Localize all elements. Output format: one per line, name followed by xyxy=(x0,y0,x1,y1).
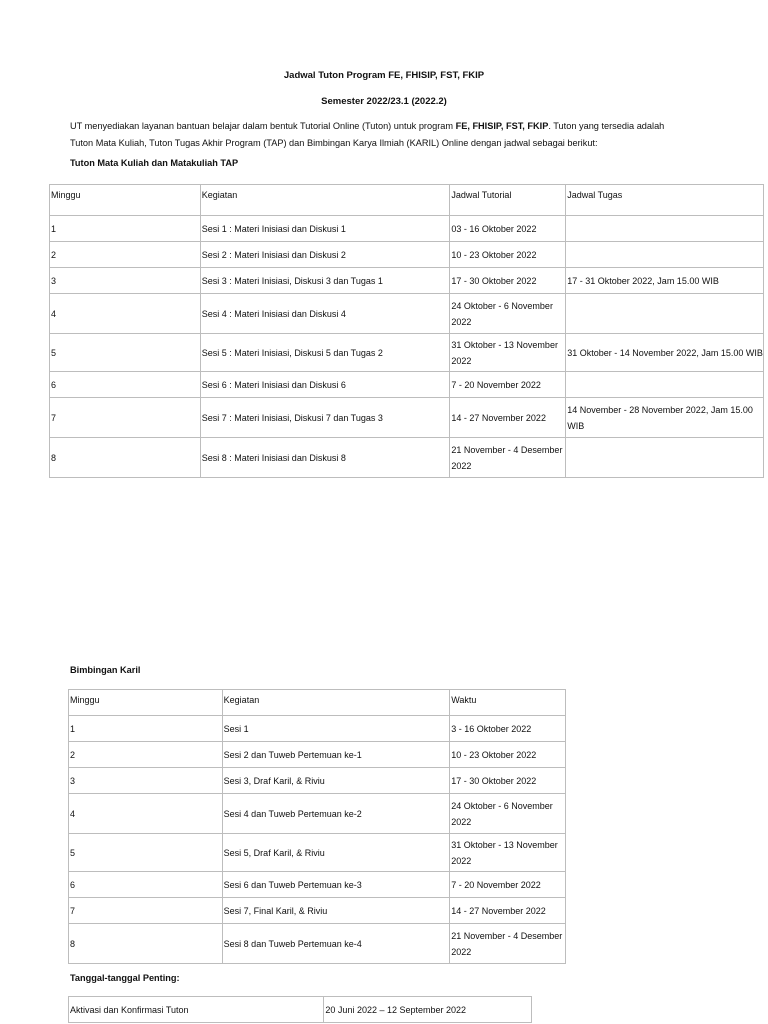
tuton-row xyxy=(50,334,764,372)
intro-programs: FE, FHISIP, FST, FKIP xyxy=(455,121,549,131)
tuton-header-kegiatan: Kegiatan xyxy=(200,185,450,216)
karil-cell-minggu: 3 xyxy=(69,768,223,794)
tuton-cell-jadwal-tutorial: 10 - 23 Oktober 2022 xyxy=(450,242,566,268)
tuton-cell-kegiatan: Sesi 5 : Materi Inisiasi, Diskusi 5 dan Tugas 2 xyxy=(200,334,450,372)
intro-text-3: Tuton Mata Kuliah, Tuton Tugas Akhir Program (TAP) dan Bimbingan Karya Ilmiah (KARIL) Online dengan jadwal sebagai berikut: xyxy=(70,138,598,148)
karil-cell-waktu: 7 - 20 November 2022 xyxy=(450,872,566,898)
tuton-cell-jadwal-tutorial: 14 - 27 November 2022 xyxy=(450,398,566,438)
tuton-cell-jadwal-tugas xyxy=(566,372,764,398)
karil-cell-minggu: 5 xyxy=(69,834,223,872)
karil-heading: Bimbingan Karil xyxy=(70,665,141,675)
tuton-cell-kegiatan: Sesi 3 : Materi Inisiasi, Diskusi 3 dan Tugas 1 xyxy=(200,268,450,294)
tuton-cell-jadwal-tugas: 14 November - 28 November 2022, Jam 15.00 WIB xyxy=(566,398,764,438)
karil-row xyxy=(69,794,566,834)
karil-header-minggu: Minggu xyxy=(69,690,223,716)
tuton-cell-minggu: 4 xyxy=(50,294,201,334)
tuton-cell-kegiatan: Sesi 7 : Materi Inisiasi, Diskusi 7 dan Tugas 3 xyxy=(200,398,450,438)
karil-row xyxy=(69,716,566,742)
tuton-cell-minggu: 8 xyxy=(50,438,201,478)
tuton-cell-minggu: 7 xyxy=(50,398,201,438)
tuton-header-jadwal-tugas: Jadwal Tugas xyxy=(566,185,764,216)
karil-cell-minggu: 4 xyxy=(69,794,223,834)
tuton-cell-kegiatan: Sesi 6 : Materi Inisiasi dan Diskusi 6 xyxy=(200,372,450,398)
penting-heading: Tanggal-tanggal Penting: xyxy=(70,973,180,983)
karil-header-waktu: Waktu xyxy=(450,690,566,716)
karil-cell-kegiatan: Sesi 1 xyxy=(222,716,450,742)
karil-cell-kegiatan: Sesi 8 dan Tuweb Pertemuan ke-4 xyxy=(222,924,450,964)
tuton-cell-minggu: 3 xyxy=(50,268,201,294)
tuton-cell-jadwal-tugas: 17 - 31 Oktober 2022, Jam 15.00 WIB xyxy=(566,268,764,294)
karil-cell-minggu: 8 xyxy=(69,924,223,964)
penting-table xyxy=(68,996,532,1023)
document-title: Jadwal Tuton Program FE, FHISIP, FST, FKIP xyxy=(283,70,485,81)
karil-cell-minggu: 7 xyxy=(69,898,223,924)
karil-cell-minggu: 1 xyxy=(69,716,223,742)
tuton-cell-jadwal-tutorial: 7 - 20 November 2022 xyxy=(450,372,566,398)
karil-cell-waktu: 3 - 16 Oktober 2022 xyxy=(450,716,566,742)
karil-cell-kegiatan: Sesi 6 dan Tuweb Pertemuan ke-3 xyxy=(222,872,450,898)
tuton-cell-jadwal-tugas xyxy=(566,242,764,268)
tuton-cell-jadwal-tutorial: 21 November - 4 Desember 2022 xyxy=(450,438,566,478)
karil-row xyxy=(69,768,566,794)
karil-row xyxy=(69,834,566,872)
tuton-cell-jadwal-tugas xyxy=(566,216,764,242)
tuton-cell-jadwal-tutorial: 03 - 16 Oktober 2022 xyxy=(450,216,566,242)
penting-cell-kegiatan: Aktivasi dan Konfirmasi Tuton xyxy=(69,997,324,1023)
tuton-cell-kegiatan: Sesi 2 : Materi Inisiasi dan Diskusi 2 xyxy=(200,242,450,268)
tuton-cell-kegiatan: Sesi 4 : Materi Inisiasi dan Diskusi 4 xyxy=(200,294,450,334)
tuton-cell-jadwal-tutorial: 17 - 30 Oktober 2022 xyxy=(450,268,566,294)
karil-row xyxy=(69,924,566,964)
karil-cell-waktu: 24 Oktober - 6 November 2022 xyxy=(450,794,566,834)
karil-header-kegiatan: Kegiatan xyxy=(222,690,450,716)
karil-cell-kegiatan: Sesi 2 dan Tuweb Pertemuan ke-1 xyxy=(222,742,450,768)
tuton-row xyxy=(50,438,764,478)
karil-cell-waktu: 10 - 23 Oktober 2022 xyxy=(450,742,566,768)
tuton-cell-jadwal-tutorial: 31 Oktober - 13 November 2022 xyxy=(450,334,566,372)
tuton-cell-minggu: 2 xyxy=(50,242,201,268)
tuton-cell-jadwal-tugas xyxy=(566,438,764,478)
karil-cell-minggu: 6 xyxy=(69,872,223,898)
tuton-row xyxy=(50,294,764,334)
tuton-cell-kegiatan: Sesi 8 : Materi Inisiasi dan Diskusi 8 xyxy=(200,438,450,478)
tuton-cell-minggu: 6 xyxy=(50,372,201,398)
karil-row xyxy=(69,898,566,924)
karil-cell-waktu: 21 November - 4 Desember 2022 xyxy=(450,924,566,964)
tuton-header-minggu: Minggu xyxy=(50,185,201,216)
tuton-row xyxy=(50,372,764,398)
karil-cell-kegiatan: Sesi 7, Final Karil, & Riviu xyxy=(222,898,450,924)
intro-text-2: . Tuton yang tersedia adalah xyxy=(548,121,665,131)
intro-paragraph xyxy=(70,118,720,152)
tuton-row xyxy=(50,268,764,294)
tuton-row xyxy=(50,398,764,438)
karil-cell-kegiatan: Sesi 5, Draf Karil, & Riviu xyxy=(222,834,450,872)
karil-header-row xyxy=(69,690,566,716)
tuton-cell-kegiatan: Sesi 1 : Materi Inisiasi dan Diskusi 1 xyxy=(200,216,450,242)
tuton-cell-minggu: 5 xyxy=(50,334,201,372)
karil-cell-minggu: 2 xyxy=(69,742,223,768)
tuton-cell-jadwal-tutorial: 24 Oktober - 6 November 2022 xyxy=(450,294,566,334)
semester-subtitle: Semester 2022/23.1 (2022.2) xyxy=(321,96,447,107)
penting-cell-tanggal: 20 Juni 2022 – 12 September 2022 xyxy=(324,997,532,1023)
karil-cell-waktu: 14 - 27 November 2022 xyxy=(450,898,566,924)
karil-cell-waktu: 31 Oktober - 13 November 2022 xyxy=(450,834,566,872)
penting-row xyxy=(69,997,532,1023)
tuton-schedule-table xyxy=(49,184,764,478)
tuton-cell-minggu: 1 xyxy=(50,216,201,242)
tuton-cell-jadwal-tugas: 31 Oktober - 14 November 2022, Jam 15.00 WIB xyxy=(566,334,764,372)
karil-cell-kegiatan: Sesi 3, Draf Karil, & Riviu xyxy=(222,768,450,794)
karil-row xyxy=(69,872,566,898)
karil-row xyxy=(69,742,566,768)
intro-text-1: UT menyediakan layanan bantuan belajar dalam bentuk Tutorial Online (Tuton) untuk program xyxy=(70,121,456,131)
karil-cell-kegiatan: Sesi 4 dan Tuweb Pertemuan ke-2 xyxy=(222,794,450,834)
tuton-heading: Tuton Mata Kuliah dan Matakuliah TAP xyxy=(70,158,239,168)
karil-cell-waktu: 17 - 30 Oktober 2022 xyxy=(450,768,566,794)
tuton-header-jadwal-tutorial: Jadwal Tutorial xyxy=(450,185,566,216)
tuton-cell-jadwal-tugas xyxy=(566,294,764,334)
karil-schedule-table xyxy=(68,689,566,964)
tuton-row xyxy=(50,242,764,268)
tuton-header-row xyxy=(50,185,764,216)
tuton-row xyxy=(50,216,764,242)
